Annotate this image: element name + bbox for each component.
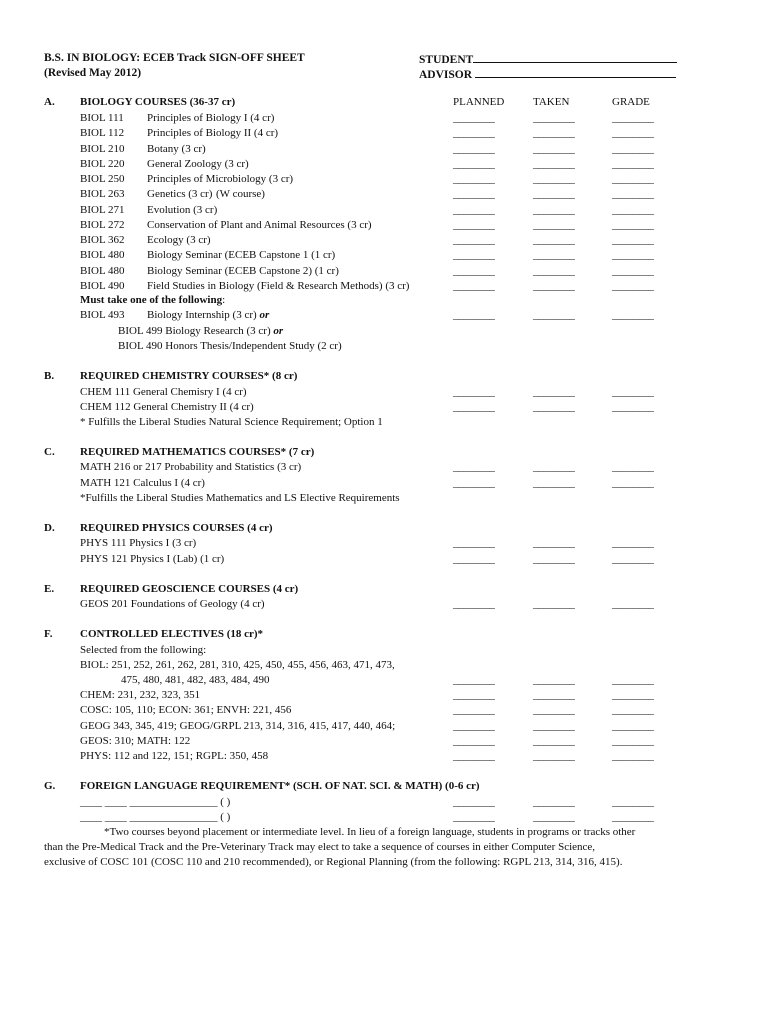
section-f-letter: F. xyxy=(44,628,53,640)
planned-blank[interactable]: ________ xyxy=(453,689,495,701)
column-grade: GRADE xyxy=(612,96,650,108)
course-code: BIOL 362 xyxy=(80,234,125,246)
math-note: *Fulfills the Liberal Studies Mathematics and LS Elective Requirements xyxy=(80,492,400,504)
taken-blank[interactable]: ________ xyxy=(533,127,575,139)
student-name-line[interactable] xyxy=(473,52,677,63)
course-code: BIOL 490 xyxy=(80,280,125,292)
planned-blank[interactable]: ________ xyxy=(453,188,495,200)
taken-blank[interactable]: ________ xyxy=(533,598,575,610)
planned-blank[interactable]: ________ xyxy=(453,811,495,823)
language-note-line-3: exclusive of COSC 101 (COSC 110 and 210 recommended), or Regional Planning (from the following: RGPL 213, 314, 316, 415). xyxy=(44,856,623,868)
section-d-letter: D. xyxy=(44,522,55,534)
section-c-letter: C. xyxy=(44,446,55,458)
planned-blank[interactable]: ________ xyxy=(453,704,495,716)
section-e-title: REQUIRED GEOSCIENCE COURSES (4 cr) xyxy=(80,583,299,595)
taken-blank[interactable]: ________ xyxy=(533,720,575,732)
electives-biol: BIOL: 251, 252, 261, 262, 281, 310, 425, 450, 455, 456, 463, 471, 473, xyxy=(80,659,395,671)
planned-blank[interactable]: ________ xyxy=(453,158,495,170)
taken-blank[interactable]: ________ xyxy=(533,735,575,747)
grade-blank[interactable]: ________ xyxy=(612,386,654,398)
course-code: BIOL 220 xyxy=(80,158,125,170)
grade-blank[interactable]: ________ xyxy=(612,188,654,200)
option-code: BIOL 493 xyxy=(80,309,125,321)
grade-blank[interactable]: ________ xyxy=(612,598,654,610)
grade-blank[interactable]: ________ xyxy=(612,537,654,549)
planned-blank[interactable]: ________ xyxy=(453,598,495,610)
taken-blank[interactable]: ________ xyxy=(533,750,575,762)
taken-blank[interactable]: ________ xyxy=(533,188,575,200)
language-entry-2[interactable]: ____ ____ ________________ ( ) xyxy=(80,811,231,823)
planned-blank[interactable]: ________ xyxy=(453,173,495,185)
grade-blank[interactable]: ________ xyxy=(612,750,654,762)
course-name: Principles of Biology I (4 cr) xyxy=(147,112,275,124)
course-name: Field Studies in Biology (Field & Research Methods) (3 cr) xyxy=(147,280,410,292)
grade-blank[interactable]: ________ xyxy=(612,796,654,808)
taken-blank[interactable]: ________ xyxy=(533,280,575,292)
course-name: Genetics (3 cr) xyxy=(147,188,213,200)
grade-blank[interactable]: ________ xyxy=(612,401,654,413)
taken-blank[interactable]: ________ xyxy=(533,234,575,246)
section-c-title: REQUIRED MATHEMATICS COURSES* (7 cr) xyxy=(80,446,315,458)
planned-blank[interactable]: ________ xyxy=(453,796,495,808)
taken-blank[interactable]: ________ xyxy=(533,401,575,413)
section-d-title: REQUIRED PHYSICS COURSES (4 cr) xyxy=(80,522,273,534)
taken-blank[interactable]: ________ xyxy=(533,674,575,686)
grade-blank[interactable]: ________ xyxy=(612,811,654,823)
grade-blank[interactable]: ________ xyxy=(612,280,654,292)
electives-intro: Selected from the following: xyxy=(80,644,207,656)
option-internship: Biology Internship (3 cr) or xyxy=(147,309,270,321)
revised-date: (Revised May 2012) xyxy=(44,67,142,79)
planned-blank[interactable]: ________ xyxy=(453,309,495,321)
grade-blank[interactable]: ________ xyxy=(612,204,654,216)
grade-blank[interactable]: ________ xyxy=(612,112,654,124)
taken-blank[interactable]: ________ xyxy=(533,689,575,701)
section-b-letter: B. xyxy=(44,370,55,382)
planned-blank[interactable]: ________ xyxy=(453,477,495,489)
taken-blank[interactable]: ________ xyxy=(533,265,575,277)
chem-note: * Fulfills the Liberal Studies Natural Science Requirement; Option 1 xyxy=(80,416,383,428)
taken-blank[interactable]: ________ xyxy=(533,796,575,808)
course-code: BIOL 263 xyxy=(80,188,125,200)
option-research: BIOL 499 Biology Research (3 cr) or xyxy=(118,325,284,337)
planned-blank[interactable]: ________ xyxy=(453,219,495,231)
course-name: Conservation of Plant and Animal Resources (3 cr) xyxy=(147,219,372,231)
section-a-title: BIOLOGY COURSES (36-37 cr) xyxy=(80,96,236,108)
course-code: BIOL 112 xyxy=(80,127,125,139)
planned-blank[interactable]: ________ xyxy=(453,249,495,261)
grade-blank[interactable]: ________ xyxy=(612,265,654,277)
taken-blank[interactable]: ________ xyxy=(533,537,575,549)
course-name: Ecology (3 cr) xyxy=(147,234,211,246)
grade-blank[interactable]: ________ xyxy=(612,720,654,732)
language-entry-1[interactable]: ____ ____ ________________ ( ) xyxy=(80,796,231,808)
chem-course-2: CHEM 112 General Chemistry II (4 cr) xyxy=(80,401,254,413)
course-name: Biology Seminar (ECEB Capstone 1 (1 cr) xyxy=(147,249,336,261)
planned-blank[interactable]: ________ xyxy=(453,750,495,762)
taken-blank[interactable]: ________ xyxy=(533,477,575,489)
course-code: BIOL 480 xyxy=(80,265,125,277)
course-name: Biology Seminar (ECEB Capstone 2) (1 cr) xyxy=(147,265,339,277)
grade-blank[interactable]: ________ xyxy=(612,127,654,139)
geos-course-1: GEOS 201 Foundations of Geology (4 cr) xyxy=(80,598,265,610)
section-b-title: REQUIRED CHEMISTRY COURSES* (8 cr) xyxy=(80,370,298,382)
planned-blank[interactable]: ________ xyxy=(453,735,495,747)
taken-blank[interactable]: ________ xyxy=(533,158,575,170)
planned-blank[interactable]: ________ xyxy=(453,204,495,216)
course-code: BIOL 271 xyxy=(80,204,125,216)
advisor-name-line[interactable] xyxy=(475,67,676,78)
course-code: BIOL 210 xyxy=(80,143,125,155)
grade-blank[interactable]: ________ xyxy=(612,173,654,185)
grade-blank[interactable]: ________ xyxy=(612,234,654,246)
planned-blank[interactable]: ________ xyxy=(453,461,495,473)
w-course-note: (W course) xyxy=(216,188,265,200)
math-course-1: MATH 216 or 217 Probability and Statistics (3 cr) xyxy=(80,461,302,473)
grade-blank[interactable]: ________ xyxy=(612,553,654,565)
student-label: STUDENT xyxy=(419,52,677,67)
taken-blank[interactable]: ________ xyxy=(533,553,575,565)
taken-blank[interactable]: ________ xyxy=(533,112,575,124)
section-e-letter: E. xyxy=(44,583,55,595)
taken-blank[interactable]: ________ xyxy=(533,219,575,231)
column-taken: TAKEN xyxy=(533,96,570,108)
advisor-label: ADVISOR xyxy=(419,67,676,82)
grade-blank[interactable]: ________ xyxy=(612,689,654,701)
chem-course-1: CHEM 111 General Chemisry I (4 cr) xyxy=(80,386,247,398)
grade-blank[interactable]: ________ xyxy=(612,477,654,489)
section-f-title: CONTROLLED ELECTIVES (18 cr)* xyxy=(80,628,264,640)
grade-blank[interactable]: ________ xyxy=(612,143,654,155)
electives-cosc: COSC: 105, 110; ECON: 361; ENVH: 221, 456 xyxy=(80,704,292,716)
electives-chem: CHEM: 231, 232, 323, 351 xyxy=(80,689,201,701)
language-note-line-1: *Two courses beyond placement or intermediate level. In lieu of a foreign language, students in programs or tracks other xyxy=(104,826,636,838)
option-honors-thesis: BIOL 490 Honors Thesis/Independent Study (2 cr) xyxy=(118,340,342,352)
taken-blank[interactable]: ________ xyxy=(533,461,575,473)
planned-blank[interactable]: ________ xyxy=(453,401,495,413)
phys-course-1: PHYS 111 Physics I (3 cr) xyxy=(80,537,197,549)
planned-blank[interactable]: ________ xyxy=(453,112,495,124)
taken-blank[interactable]: ________ xyxy=(533,173,575,185)
planned-blank[interactable]: ________ xyxy=(453,234,495,246)
course-name: General Zoology (3 cr) xyxy=(147,158,249,170)
electives-biol-cont: 475, 480, 481, 482, 483, 484, 490 xyxy=(121,674,270,686)
course-name: Principles of Microbiology (3 cr) xyxy=(147,173,294,185)
section-a-letter: A. xyxy=(44,96,55,108)
course-name: Principles of Biology II (4 cr) xyxy=(147,127,279,139)
section-g-title: FOREIGN LANGUAGE REQUIREMENT* (SCH. OF NAT. SCI. & MATH) (0-6 cr) xyxy=(80,780,480,792)
planned-blank[interactable]: ________ xyxy=(453,265,495,277)
grade-blank[interactable]: ________ xyxy=(612,309,654,321)
taken-blank[interactable]: ________ xyxy=(533,309,575,321)
grade-blank[interactable]: ________ xyxy=(612,461,654,473)
course-code: BIOL 272 xyxy=(80,219,125,231)
language-note-line-2: than the Pre-Medical Track and the Pre-Veterinary Track may elect to take a sequence of courses in either Computer Science, xyxy=(44,841,596,853)
planned-blank[interactable]: ________ xyxy=(453,537,495,549)
taken-blank[interactable]: ________ xyxy=(533,811,575,823)
electives-geog: GEOG 343, 345, 419; GEOG/GRPL 213, 314, 316, 415, 417, 440, 464; xyxy=(80,720,396,732)
planned-blank[interactable]: ________ xyxy=(453,280,495,292)
sheet-title: B.S. IN BIOLOGY: ECEB Track SIGN-OFF SHEET xyxy=(44,52,305,64)
course-code: BIOL 250 xyxy=(80,173,125,185)
must-take-note: Must take one of the following: xyxy=(80,294,226,306)
taken-blank[interactable]: ________ xyxy=(533,249,575,261)
course-code: BIOL 111 xyxy=(80,112,124,124)
planned-blank[interactable]: ________ xyxy=(453,553,495,565)
planned-blank[interactable]: ________ xyxy=(453,674,495,686)
grade-blank[interactable]: ________ xyxy=(612,219,654,231)
column-planned: PLANNED xyxy=(453,96,505,108)
course-name: Evolution (3 cr) xyxy=(147,204,218,216)
grade-blank[interactable]: ________ xyxy=(612,704,654,716)
planned-blank[interactable]: ________ xyxy=(453,127,495,139)
course-name: Botany (3 cr) xyxy=(147,143,206,155)
taken-blank[interactable]: ________ xyxy=(533,143,575,155)
planned-blank[interactable]: ________ xyxy=(453,386,495,398)
taken-blank[interactable]: ________ xyxy=(533,386,575,398)
electives-geos: GEOS: 310; MATH: 122 xyxy=(80,735,191,747)
grade-blank[interactable]: ________ xyxy=(612,158,654,170)
grade-blank[interactable]: ________ xyxy=(612,735,654,747)
taken-blank[interactable]: ________ xyxy=(533,704,575,716)
grade-blank[interactable]: ________ xyxy=(612,249,654,261)
phys-course-2: PHYS 121 Physics I (Lab) (1 cr) xyxy=(80,553,225,565)
math-course-2: MATH 121 Calculus I (4 cr) xyxy=(80,477,205,489)
electives-phys: PHYS: 112 and 122, 151; RGPL: 350, 458 xyxy=(80,750,269,762)
planned-blank[interactable]: ________ xyxy=(453,720,495,732)
section-g-letter: G. xyxy=(44,780,56,792)
course-code: BIOL 480 xyxy=(80,249,125,261)
grade-blank[interactable]: ________ xyxy=(612,674,654,686)
planned-blank[interactable]: ________ xyxy=(453,143,495,155)
taken-blank[interactable]: ________ xyxy=(533,204,575,216)
